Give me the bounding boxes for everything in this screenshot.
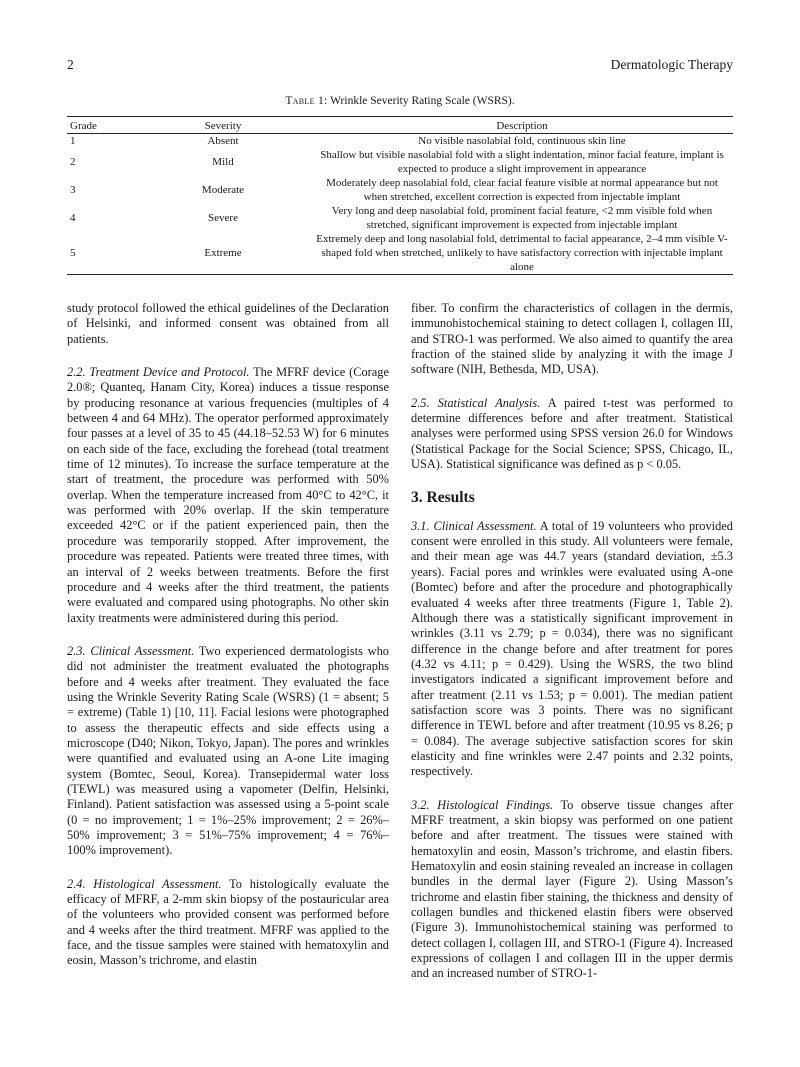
page-header [67,57,733,75]
grade-cell: 5 [70,247,76,259]
right-column [411,301,733,982]
severity-cell: Moderate [201,184,245,196]
table-row [67,148,733,176]
table-row [67,204,733,232]
description-cell: Shallow but visible nasolabial fold with a slight indentation, minor facial feature, implant is expected to produce a slight improvement in appearance [320,149,724,175]
table-header-row [67,117,733,134]
severity-cell: Absent [207,135,239,147]
treatment-device-paragraph [67,365,389,626]
grade-cell: 2 [70,156,76,168]
histological-findings-text: To observe tissue changes after MFRF treatment, a skin biopsy was performed on one patient before and after treatment. The tissues were stained with hematoxylin and eosin, Masson’s trichrome, and elastin fibers. Hematoxylin and eosin staining revealed an increase in collagen bundles in the dermal layer (Figure 2). Using Masson’s trichrome and elastin fiber staining, the thickness and density of collagen bundles and thickened elastin fibers were observed (Figure 3). Immunohistochemical staining was performed to detect collagen I, collagen III, and STRO-1 (Figure 4). Increased expressions of collagen I and collagen III in the upper dermis and an increased number of STRO-1- [411,797,733,981]
table-row [67,134,733,149]
severity-cell: Severe [208,212,238,224]
histological-assessment-paragraph [67,877,389,969]
treatment-device-text: The MFRF device (Corage 2.0®; Quanteq, Hanam City, Korea) induces a tissue response by producing resonance at various frequencies (multiples of 4 between 4 and 64 MHz). The operator performed approximately four passes at a level of 35 to 45 (44.18–52.53 W) for 6 minutes on each side of the face, excluding the forehead (total treatment time of 12 minutes). To increase the surface temperature at the start of treatment, the procedure was performed with 50% overlap. When the temperature increased from 40°C to 42°C, it was performed with 20% overlap. If the skin temperature exceeded 42°C or if the patient experienced pain, then the procedure was temporarily stopped. After improvement, the procedure was repeated. Patients were treated three times, with an interval of 2 weeks between treatments. Before the first procedure and 4 weeks after the third treatment, the patients were evaluated and compared using photographs. No other skin laxity treatments were administered during this period. [67,365,389,625]
clinical-assessment-methods-paragraph [67,644,389,859]
clinical-results-heading: 3.1. Clinical Assessment. [411,518,537,533]
histological-findings-paragraph [411,798,733,982]
severity-cell: Extreme [204,247,242,259]
clinical-results-paragraph [411,519,733,780]
clinical-assessment-methods-heading: 2.3. Clinical Assessment. [67,643,195,658]
clinical-results-text: A total of 19 volunteers who provided consent were enrolled in this study. All volunteers were female, and their mean age was 44.7 years (standard deviation, ±5.3 years). Facial pores and wrinkles were evaluated using A-one (Bomtec) before and after the procedure and photographically evaluated 4 weeks after three treatments (Figure 1, Table 2). Although there was a statistically significant improvement in wrinkles (3.11 vs 2.79; p = 0.034), there was no significant difference in the change before and after treatment for pores (4.32 vs 4.11; p = 0.429). Using the WSRS, the two blind investigators indicated a significant improvement before and after treatment (2.11 vs 1.53; p = 0.001). The median patient satisfaction score was 3 points. There was no significant difference in TEWL before and after treatment (10.95 vs 8.26; p = 0.084). The average subjective satisfaction scores for skin elasticity and fine wrinkles were 2.47 points and 2.32 points, respectively. [411,518,733,779]
table-row [67,176,733,204]
column-header-description: Description [496,119,548,132]
table-caption [0,95,800,107]
description-cell: Very long and deep nasolabial fold, prominent facial feature, <2 mm visible fold when stretched, significant improvement is expected from injectable implant [331,205,713,231]
staining-paragraph: fiber. To confirm the characteristics of collagen in the dermis, immunohistochemical staining to detect collagen I, collagen III, and STRO-1 was performed. We also aimed to quantify the area fraction of the stained slide by analyzing it with the image J software (NIH, Bethesda, MD, USA). [411,301,733,377]
page-number: 2 [67,57,74,72]
grade-cell: 1 [70,135,76,147]
journal-name: Dermatologic Therapy [610,57,733,72]
wsrs-table [67,116,733,275]
statistical-analysis-text: A paired t-test was performed to determine differences before and after treatment. Statistical analyses were performed using SPSS version 26.0 for Windows (Statistical Package for the Social Science; SPSS, Chicago, IL, USA). Statistical significance was defined as p < 0.05. [411,395,733,472]
results-heading: 3. Results [411,489,475,507]
column-header-severity: Severity [204,119,242,132]
histological-assessment-text: To histologically evaluate the efficacy of MFRF, a 2-mm skin biopsy of the postauricular area of the volunteers who provided consent was performed before and 4 weeks after the third treatment. MFRF was applied to the face, and the tissue samples were stained with hematoxylin and eosin, Masson’s trichrome, and elastin [67,876,389,968]
statistical-analysis-paragraph [411,396,733,473]
severity-cell: Mild [212,156,234,168]
description-cell: Moderately deep nasolabial fold, clear facial feature visible at normal appearance but not when stretched, excellent correction is expected from injectable implant [326,177,718,203]
left-column [67,301,389,969]
histological-assessment-heading: 2.4. Histological Assessment. [67,876,222,891]
description-cell: Extremely deep and long nasolabial fold, detrimental to facial appearance, 2–4 mm visible V-shaped fold when stretched, unlikely to have satisfactory correction with injectable implant alone [316,233,728,273]
statistical-analysis-heading: 2.5. Statistical Analysis. [411,395,541,410]
treatment-device-heading: 2.2. Treatment Device and Protocol. [67,365,250,380]
clinical-assessment-methods-text: Two experienced dermatologists who did not administer the treatment evaluated the photographs before and 4 weeks after treatment. They evaluated the face using the Wrinkle Severity Rating Scale (WSRS) (1 = absent; 5 = extreme) (Table 1) [10, 11]. Facial lesions were photographed to assess the therapeutic effects and side effects using a microscope (D40; Nikon, Tokyo, Japan). The pores and wrinkles were quantified and evaluated using an A-one Lite imaging system (Bomtec, Seoul, Korea). Transepidermal water loss (TEWL) was measured using a vapometer (Delfin, Helsinki, Finland). Patient satisfaction was assessed using a 5-point scale (0 = no improvement; 1 = 1%–25% improvement; 2 = 26%–50% improvement; 3 = 51%–75% improvement; 4 = 76%–100% improvement). [67,643,389,858]
histological-findings-heading: 3.2. Histological Findings. [411,797,554,812]
grade-cell: 4 [70,212,76,224]
table-caption-label: Table 1: [285,95,328,107]
table-caption-text: Wrinkle Severity Rating Scale (WSRS). [327,95,515,107]
description-cell: No visible nasolabial fold, continuous skin line [418,135,626,147]
grade-cell: 3 [70,184,76,196]
table-row [67,232,733,275]
ethics-paragraph: study protocol followed the ethical guidelines of the Declaration of Helsinki, and informed consent was obtained from all patients. [67,301,389,346]
column-header-grade: Grade [70,119,97,132]
